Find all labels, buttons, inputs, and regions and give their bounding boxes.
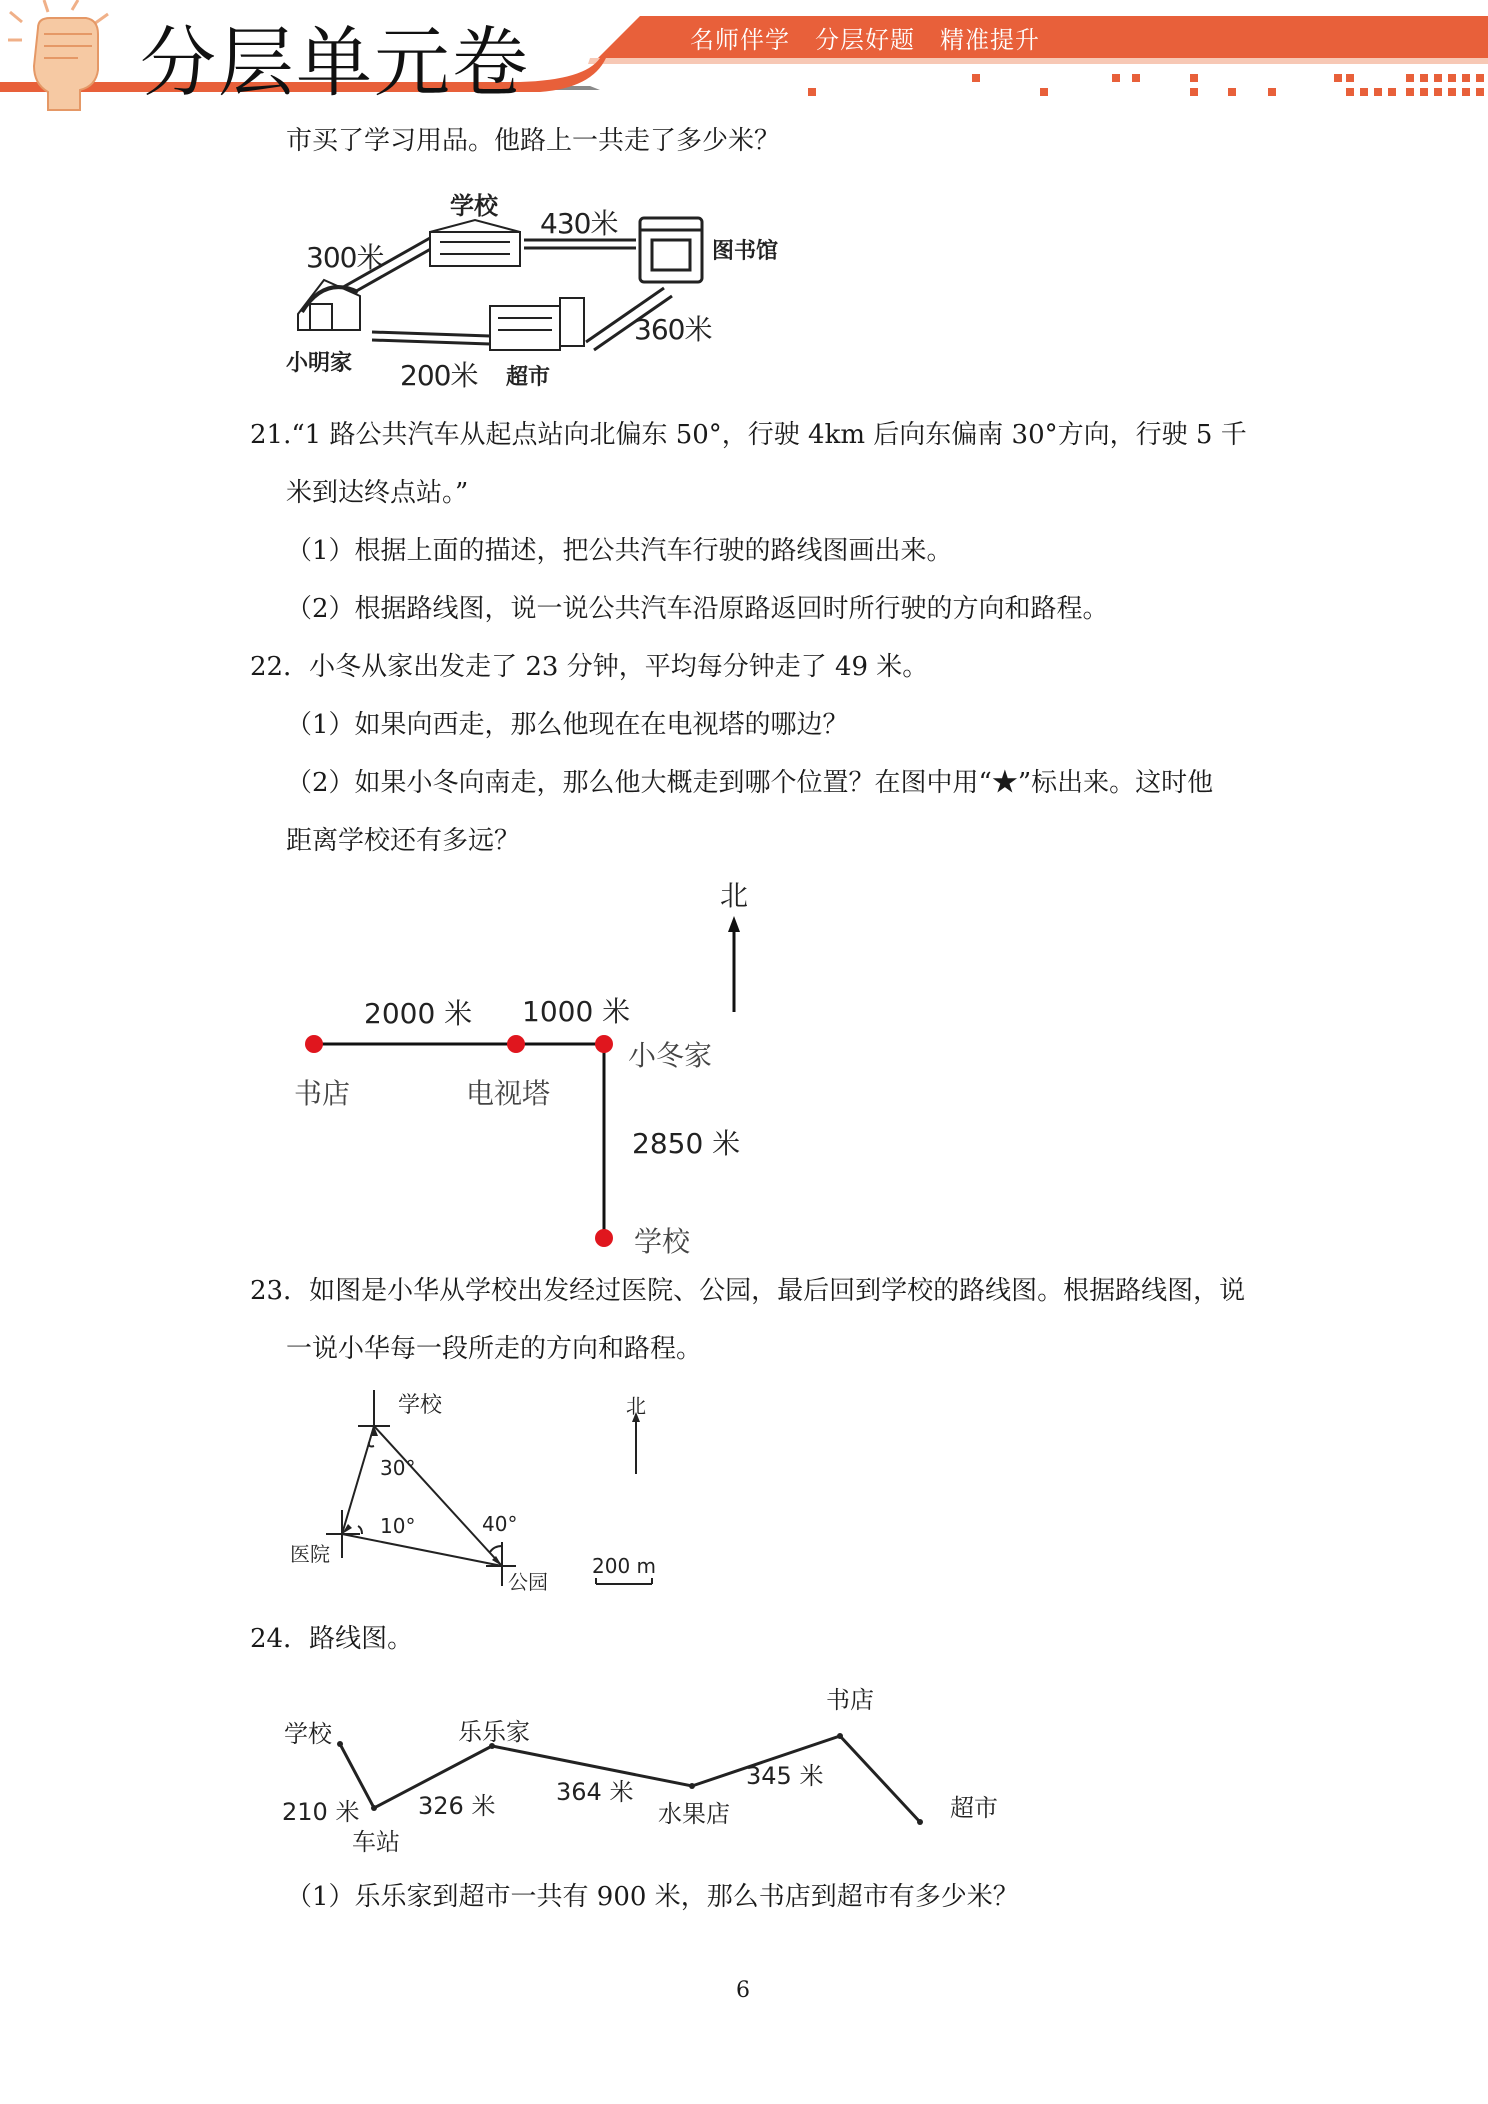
q24-dist-2: 326 米 — [418, 1792, 496, 1820]
header-title: 分层单元卷 — [140, 18, 530, 107]
header-slogan: 名师伴学 分层好题 精准提升 — [690, 26, 1040, 54]
q20-label-library: 图书馆 — [712, 239, 779, 264]
q21-sub2: （2）根据路线图，说一说公共汽车沿原路返回时所行驶的方向和路程。 — [286, 594, 1109, 624]
q23-label-north: 北 — [626, 1394, 646, 1418]
q24-label-bookstore: 书店 — [826, 1686, 874, 1714]
q24-dist-1: 210 米 — [282, 1798, 360, 1826]
q24-label-fruit-store: 水果店 — [658, 1800, 730, 1828]
q20-label-school: 学校 — [450, 192, 498, 220]
page-number: 6 — [736, 1978, 750, 2003]
q21-sub1: （1）根据上面的描述，把公共汽车行驶的路线图画出来。 — [286, 536, 953, 566]
home-dot — [595, 1035, 613, 1053]
house-icon — [298, 280, 360, 330]
q24-label-station: 车站 — [352, 1828, 400, 1856]
q22-label-school: 学校 — [634, 1225, 691, 1258]
q21-line2: 米到达终点站。” — [286, 478, 469, 508]
library-building-icon — [640, 218, 702, 282]
north-arrow-icon — [728, 916, 740, 932]
q24-line1: 24．路线图。 — [250, 1624, 414, 1654]
q23-line2: 一说小华每一段所走的方向和路程。 — [286, 1334, 703, 1364]
q23-label-school: 学校 — [398, 1393, 443, 1418]
q22-label-home: 小冬家 — [628, 1039, 713, 1072]
q24-label-supermarket: 超市 — [950, 1794, 998, 1822]
q24-dist-4: 345 米 — [746, 1762, 824, 1790]
q20-dist-home-school: 300米 — [306, 241, 384, 274]
supermarket-building-icon — [490, 298, 584, 350]
q23-angle-30: 30° — [380, 1456, 416, 1480]
q20-label-home: 小明家 — [286, 351, 353, 376]
q22-label-tower: 电视塔 — [466, 1077, 551, 1110]
q22-dist-home-school: 2850 米 — [632, 1127, 741, 1160]
q22-line1: 22．小冬从家出发走了 23 分钟，平均每分钟走了 49 米。 — [250, 652, 929, 682]
q24-label-lele-home: 乐乐家 — [458, 1718, 530, 1746]
q20-dist-school-library: 430米 — [540, 207, 618, 240]
q23-line1: 23．如图是小华从学校出发经过医院、公园，最后回到学校的路线图。根据路线图，说 — [250, 1276, 1246, 1306]
q22-label-bookstore: 书店 — [294, 1077, 351, 1110]
school-dot — [595, 1229, 613, 1247]
bookstore-dot — [305, 1035, 323, 1053]
tower-dot — [507, 1035, 525, 1053]
q22-sub2-line2: 距离学校还有多远？ — [286, 826, 521, 856]
q21-line1: 21.“1 路公共汽车从起点站向北偏东 50°，行驶 4km 后向东偏南 30°方向，行驶 5 千 — [250, 420, 1247, 450]
q23-scale-label: 200 m — [592, 1554, 657, 1578]
q23-label-park: 公园 — [508, 1570, 548, 1594]
q23-angle-40: 40° — [482, 1512, 518, 1536]
q22-sub1: （1）如果向西走，那么他现在在电视塔的哪边？ — [286, 710, 849, 740]
q23-angle-10: 10° — [380, 1514, 416, 1538]
q24-dist-3: 364 米 — [556, 1778, 634, 1806]
q22-dist-tower-home: 1000 米 — [522, 995, 631, 1028]
q20-dist-library-supermarket: 360米 — [634, 313, 712, 346]
q23-label-hospital: 医院 — [290, 1542, 330, 1566]
q22-sub2-line1: （2）如果小冬向南走，那么他大概走到哪个位置？在图中用“★”标出来。这时他 — [286, 768, 1214, 798]
fist-logo-icon — [8, 0, 128, 112]
q24-label-school: 学校 — [284, 1720, 332, 1748]
q22-label-north: 北 — [720, 879, 749, 912]
q20-dist-home-supermarket: 200米 — [400, 359, 478, 392]
school-building-icon — [430, 220, 520, 266]
q22-dist-bookstore-tower: 2000 米 — [364, 997, 473, 1030]
q24-sub1: （1）乐乐家到超市一共有 900 米，那么书店到超市有多少米？ — [286, 1882, 1019, 1912]
q20-continuation: 市买了学习用品。他路上一共走了多少米？ — [286, 126, 781, 156]
q20-label-supermarket: 超市 — [506, 365, 551, 390]
